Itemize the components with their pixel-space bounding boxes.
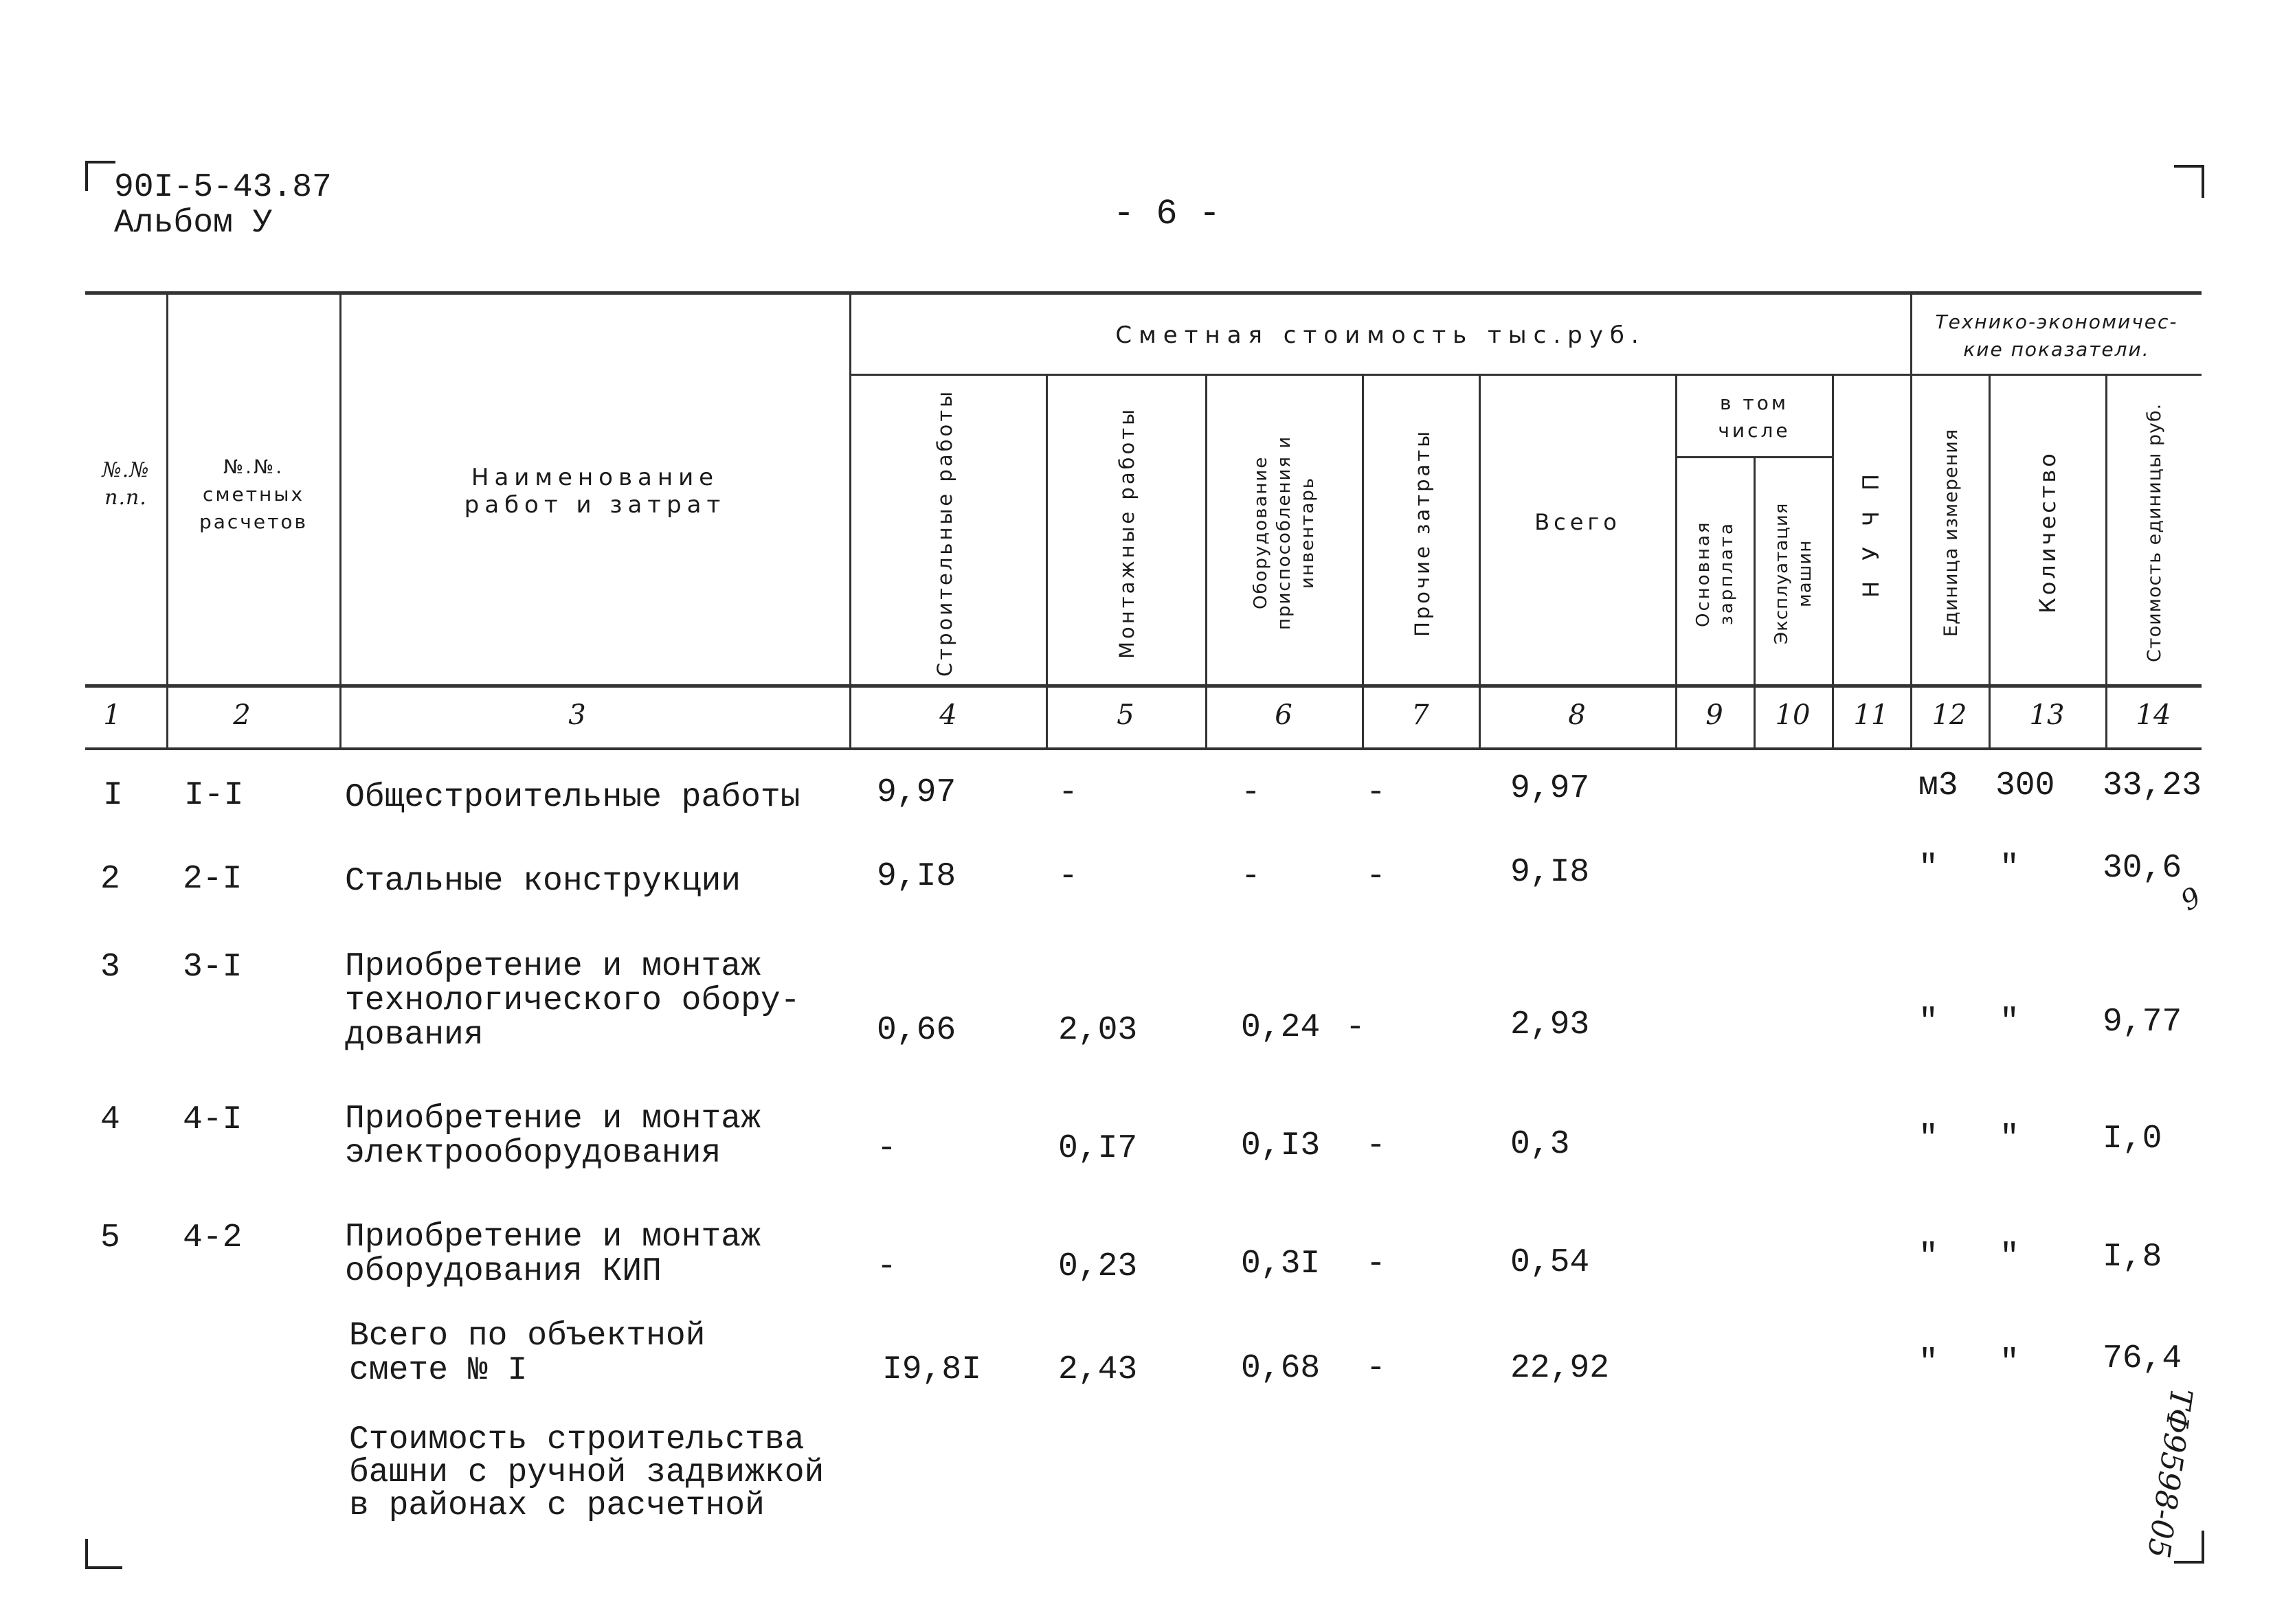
col-line-9	[1754, 458, 1756, 749]
row-5-number: 5	[100, 1219, 120, 1256]
col-number-5: 5	[1117, 699, 1134, 731]
row-2-name: Стальные конструкции	[345, 863, 741, 900]
row-4-construction: -	[877, 1130, 897, 1167]
row-2-construction: 9,I8	[877, 858, 956, 895]
col-line-6	[1362, 375, 1364, 749]
col-number-10: 10	[1775, 699, 1811, 731]
row-2-other: -	[1366, 858, 1386, 895]
row-3-construction: 0,66	[877, 1012, 956, 1049]
row-2-unit: "	[1918, 850, 1938, 887]
head-qty: Количество	[2035, 451, 2061, 614]
row-3-equipment: 0,24	[1241, 1009, 1321, 1046]
head-wages: Основная зарплата	[1693, 520, 1737, 627]
inventory-stamp: ТФ9598-05	[2140, 1386, 2199, 1561]
row-3-unit: "	[1918, 1004, 1938, 1041]
row-4-installation: 0,I7	[1058, 1130, 1138, 1167]
row-3-qty: "	[2000, 1004, 2019, 1041]
total-row-unit: "	[1918, 1344, 1938, 1381]
col-number-3: 3	[568, 699, 586, 731]
row-1-total: 9,97	[1510, 770, 1590, 807]
col-line-12	[1989, 375, 1991, 749]
total-row-unit-cost: 76,4	[2103, 1340, 2182, 1377]
row-4-number: 4	[100, 1101, 120, 1138]
table-top-line	[85, 291, 2202, 295]
row-3-number: 3	[100, 949, 120, 986]
row-5-calc: 4-2	[183, 1219, 243, 1256]
cost-group-line	[849, 374, 2202, 376]
row-4-unit-cost: I,0	[2103, 1120, 2162, 1158]
total-row-equipment: 0,68	[1241, 1350, 1321, 1387]
col-number-2: 2	[233, 699, 251, 731]
total-row-qty: "	[2000, 1344, 2019, 1381]
row-5-qty: "	[2000, 1239, 2019, 1276]
row-5-name: Приобретение и монтаж оборудования КИП	[345, 1219, 761, 1290]
head-cost-group: Сметная стоимость тыс.руб.	[1115, 322, 1646, 349]
row-4-qty: "	[2000, 1120, 2019, 1158]
head-installation: Монтажные работы	[1115, 406, 1139, 659]
row-1-installation: -	[1058, 774, 1078, 811]
margin-note: 9	[2175, 881, 2207, 918]
row-4-other: -	[1366, 1127, 1386, 1164]
row-1-name: Общестроительные работы	[345, 779, 800, 816]
row-1-qty: 300	[1995, 767, 2055, 804]
continuation-row-name: Стоимость строительства башни с ручной задвижкой в районах с расчетной	[349, 1421, 825, 1524]
head-construction: Строительные работы	[933, 388, 956, 677]
row-3-installation: 2,03	[1058, 1012, 1138, 1049]
colnum-bottom-line	[85, 747, 2202, 750]
head-other: Прочие затраты	[1411, 428, 1434, 637]
total-row-other: -	[1366, 1350, 1386, 1387]
col-number-1: 1	[103, 699, 121, 731]
col-line-13	[2105, 375, 2107, 749]
head-unit: Единица измерения	[1940, 428, 1962, 637]
row-1-calc: I-I	[184, 777, 244, 814]
total-row-installation: 2,43	[1058, 1351, 1138, 1388]
row-5-unit-cost: I,8	[2103, 1239, 2162, 1276]
row-1-number: I	[103, 777, 123, 814]
head-nchp: Н У Ч П	[1858, 466, 1884, 598]
corner-mark-top-right	[2174, 165, 2204, 198]
col-line-5	[1205, 375, 1207, 749]
row-3-other: -	[1345, 1009, 1365, 1046]
row-3-name: Приобретение и монтаж технологического обору- дования	[345, 948, 800, 1054]
total-row-total: 22,92	[1510, 1350, 1610, 1387]
head-nn: №.№ п.п.	[102, 458, 150, 510]
head-total: Всего	[1534, 509, 1621, 535]
head-name: Наименование работ и затрат	[464, 464, 726, 519]
row-3-calc: 3-I	[183, 949, 243, 986]
row-3-unit-cost: 9,77	[2103, 1004, 2182, 1041]
row-5-installation: 0,23	[1058, 1248, 1138, 1285]
row-2-unit-cost: 30,6	[2103, 850, 2182, 887]
album-label: Альбом У	[114, 205, 273, 242]
row-2-equipment: -	[1241, 858, 1261, 895]
row-3-total: 2,93	[1510, 1006, 1590, 1044]
head-calc: №.№. сметных расчетов	[199, 455, 309, 533]
doc-code: 90I-5-43.87	[114, 169, 332, 206]
row-1-unit-cost: 33,23	[2103, 767, 2202, 804]
corner-mark-top-left	[85, 161, 115, 191]
total-row-name: Всего по объектной смете № I	[349, 1318, 706, 1389]
row-5-equipment: 0,3I	[1241, 1245, 1321, 1283]
corner-mark-bottom-right	[2174, 1531, 2204, 1564]
head-equipment: Оборудование приспособления и инвентарь	[1251, 435, 1318, 630]
row-4-unit: "	[1918, 1120, 1938, 1158]
head-machines: Эксплуатация машин	[1771, 502, 1815, 645]
col-number-4: 4	[939, 699, 957, 731]
row-4-name: Приобретение и монтаж электрооборудования	[345, 1101, 761, 1172]
row-2-number: 2	[100, 861, 120, 898]
head-unit-cost: Стоимость единицы руб.	[2144, 403, 2165, 662]
row-2-qty: "	[2000, 850, 2019, 887]
col-number-13: 13	[2029, 699, 2065, 731]
col-number-11: 11	[1853, 699, 1889, 731]
col-number-7: 7	[1411, 699, 1429, 731]
row-5-construction: -	[877, 1248, 897, 1285]
col-number-9: 9	[1705, 699, 1723, 731]
row-1-construction: 9,97	[877, 774, 956, 811]
row-1-equipment: -	[1241, 774, 1261, 811]
head-incl: в том числе	[1718, 392, 1791, 442]
corner-mark-bottom-left	[85, 1539, 122, 1569]
page-number: - 6 -	[1113, 194, 1221, 234]
row-5-other: -	[1366, 1245, 1386, 1283]
head-bottom-line	[85, 684, 2202, 688]
col-number-14: 14	[2136, 699, 2171, 731]
col-number-12: 12	[1932, 699, 1967, 731]
head-tech-group: Технико-экономичес- кие показатели.	[1935, 311, 2178, 361]
col-line-4	[1046, 375, 1048, 749]
row-1-other: -	[1366, 774, 1386, 811]
row-4-total: 0,3	[1510, 1126, 1570, 1163]
row-4-equipment: 0,I3	[1241, 1127, 1321, 1164]
row-5-unit: "	[1918, 1239, 1938, 1276]
row-4-calc: 4-I	[183, 1101, 243, 1138]
row-2-installation: -	[1058, 858, 1078, 895]
row-2-total: 9,I8	[1510, 854, 1590, 891]
col-number-8: 8	[1568, 699, 1586, 731]
row-1-unit: м3	[1918, 767, 1958, 804]
total-row-construction: I9,8I	[882, 1351, 982, 1388]
col-number-6: 6	[1275, 699, 1292, 731]
col-line-10	[1832, 375, 1834, 749]
row-5-total: 0,54	[1510, 1244, 1590, 1281]
row-2-calc: 2-I	[183, 861, 243, 898]
